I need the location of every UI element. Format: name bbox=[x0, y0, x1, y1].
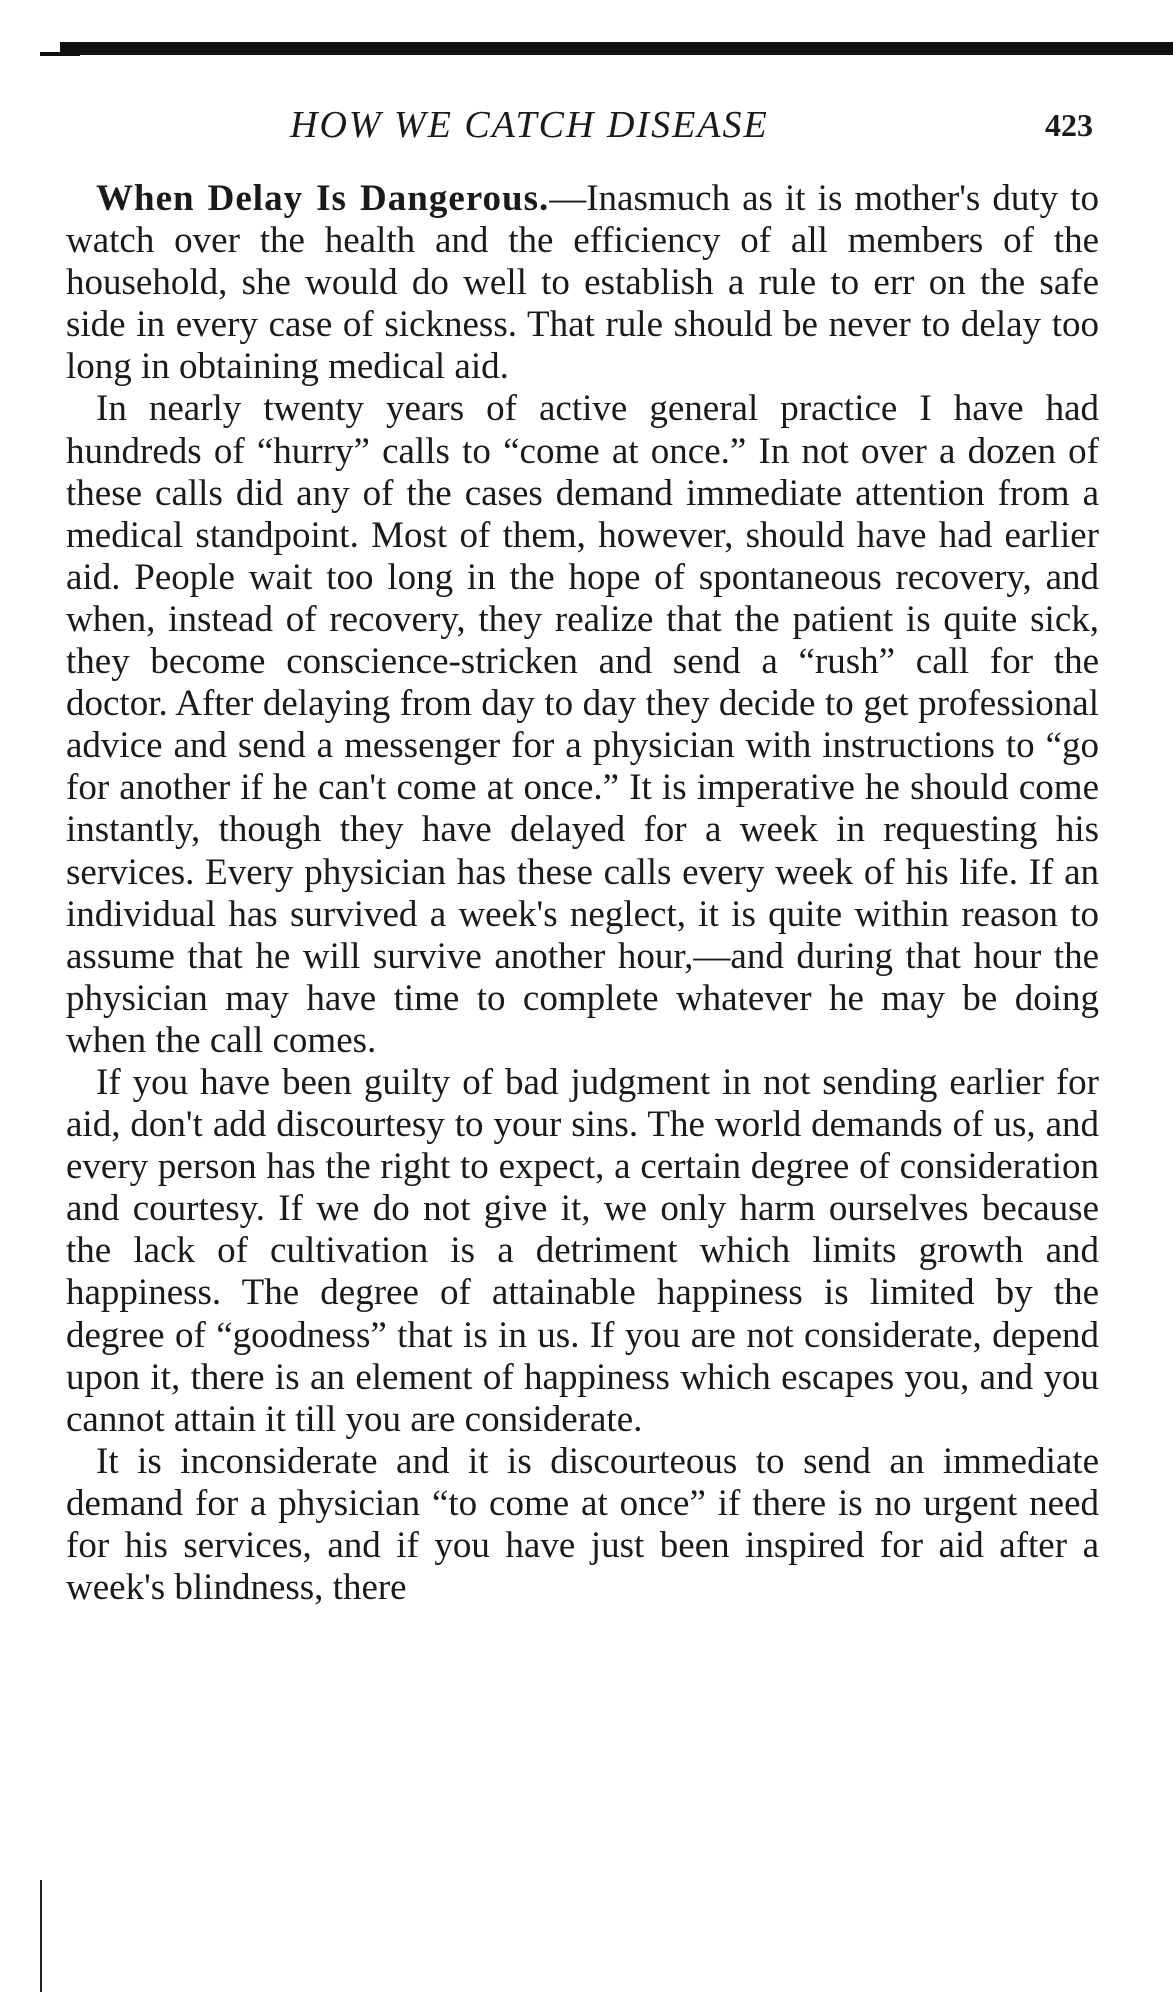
top-rule bbox=[60, 42, 1173, 55]
top-rule-tail bbox=[40, 52, 80, 56]
running-head bbox=[0, 103, 1173, 153]
body-text bbox=[66, 178, 1099, 1908]
paragraph-1-text: —Inasmuch as it is mother's duty to watch over the health and the efficiency of all members of the household, she would do well to establish a rule to err on the safe side in every case of sickness. That rule should be never to delay too long in obtaining medical aid. bbox=[66, 178, 1099, 388]
paragraph-2: In nearly twenty years of active general practice I have had hundreds of “hurry” calls to “come at once.” In not over a dozen of these calls did any of the cases demand immediate attention from a medical standpoint. Most of them, however, should have had earlier aid. People wait too long in the hope of spontaneous recovery, and when, instead of recovery, they realize that the patient is quite sick, they become conscience-stricken and send a “rush” call for the doctor. After delaying from day to day they decide to get professional advice and send a messenger for a physician with instructions to “go for another if he can't come at once.” It is imperative he should come instantly, though they have delayed for a week in requesting his services. Every physician has these calls every week of his life. If an individual has survived a week's neglect, it is quite within reason to assume that he will survive another hour,—and during that hour the physician may have time to complete whatever he may be doing when the call comes. bbox=[66, 388, 1099, 1061]
running-title: HOW WE CATCH DISEASE bbox=[290, 104, 769, 146]
page-number: 423 bbox=[1045, 107, 1093, 143]
paragraph-1 bbox=[66, 178, 1099, 388]
paragraph-3: If you have been guilty of bad judgment in not sending earlier for aid, don't add discourtesy to your sins. The world demands of us, and every person has the right to expect, a certain degree of consideration and courtesy. If we do not give it, we only harm ourselves because the lack of cultivation is a detriment which limits growth and happiness. The degree of attainable happiness is limited by the degree of “goodness” that is in us. If you are not considerate, depend upon it, there is an element of happiness which escapes you, and you cannot attain it till you are considerate. bbox=[66, 1061, 1099, 1440]
section-title: When Delay Is Dangerous. bbox=[96, 178, 550, 219]
paragraph-4: It is inconsiderate and it is discourteous to send an immediate demand for a physician “to come at once” if there is no urgent need for his services, and if you have just been inspired for aid after a week's blindness, there bbox=[66, 1440, 1099, 1609]
margin-mark bbox=[40, 1880, 42, 1992]
